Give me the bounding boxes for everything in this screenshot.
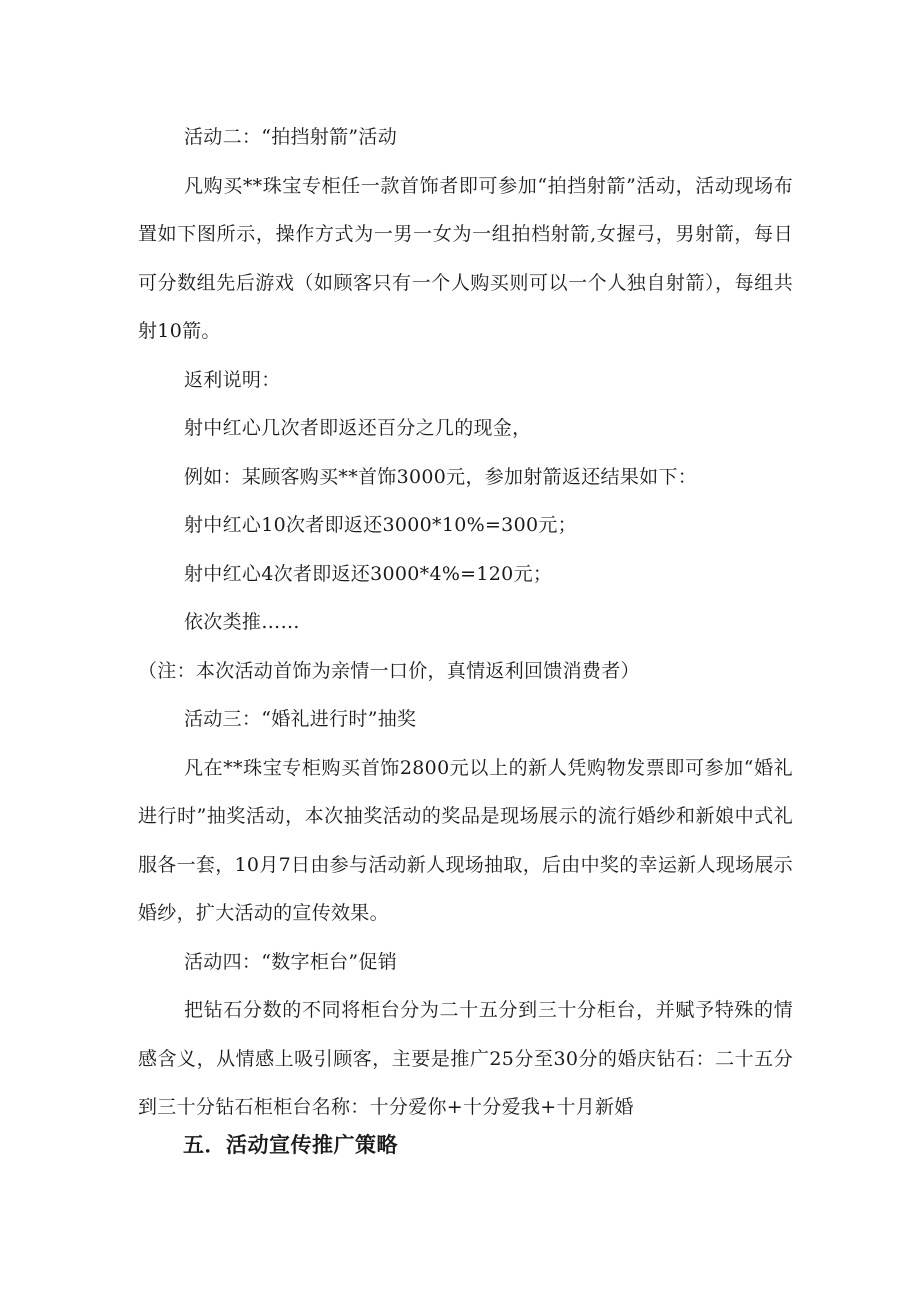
activity2-description: 凡购买**珠宝专柜任一款首饰者即可参加“拍挡射箭”活动，活动现场布置如下图所示，操作方式为一男一女为一组拍档射箭,女握弓，男射箭，每日可分数组先后游戏（如顾客只有一个人购买则可以一个人独自射箭），每组共射10箭。: [138, 174, 793, 342]
rebate-etc: 依次类推……: [184, 611, 300, 633]
rebate-rule: 射中红心几次者即返还百分之几的现金，: [184, 417, 532, 439]
section-heading: 五．活动宣传推广策略: [183, 1133, 398, 1157]
rebate-example-10: 射中红心10次者即返还3000*10%=300元；: [184, 514, 577, 536]
rebate-title: 返利说明：: [184, 368, 281, 391]
activity2-title: 活动二：“拍挡射箭”活动: [184, 126, 398, 148]
activity3-title: 活动三：“婚礼进行时”抽奖: [184, 708, 417, 730]
rebate-example: 例如：某顾客购买**首饰3000元，参加射箭返还结果如下：: [184, 465, 698, 488]
activity4-title: 活动四：“数字柜台”促销: [184, 950, 398, 973]
activity4-description: 把钻石分数的不同将柜台分为二十五分到三十分柜台，并赋予特殊的情感含义，从情感上吸引顾客，主要是推广25分至30分的婚庆钻石：二十五分到三十分钻石柜柜台名称：十分爱你+十分爱我+十月新婚: [138, 999, 793, 1118]
rebate-example-4: 射中红心4次者即返还3000*4%=120元；: [184, 562, 553, 585]
document-body: [138, 113, 793, 1132]
activity3-description: 凡在**珠宝专柜购买首饰2800元以上的新人凭购物发票即可参加“婚礼进行时”抽奖活动，本次抽奖活动的奖品是现场展示的流行婚纱和新娘中式礼服各一套，10月7日由参与活动新人现场抽取，后由中奖的幸运新人现场展示婚纱，扩大活动的宣传效果。: [138, 756, 793, 924]
rebate-note: （注：本次活动首饰为亲情一口价，真情返利回馈消费者）: [138, 659, 640, 682]
